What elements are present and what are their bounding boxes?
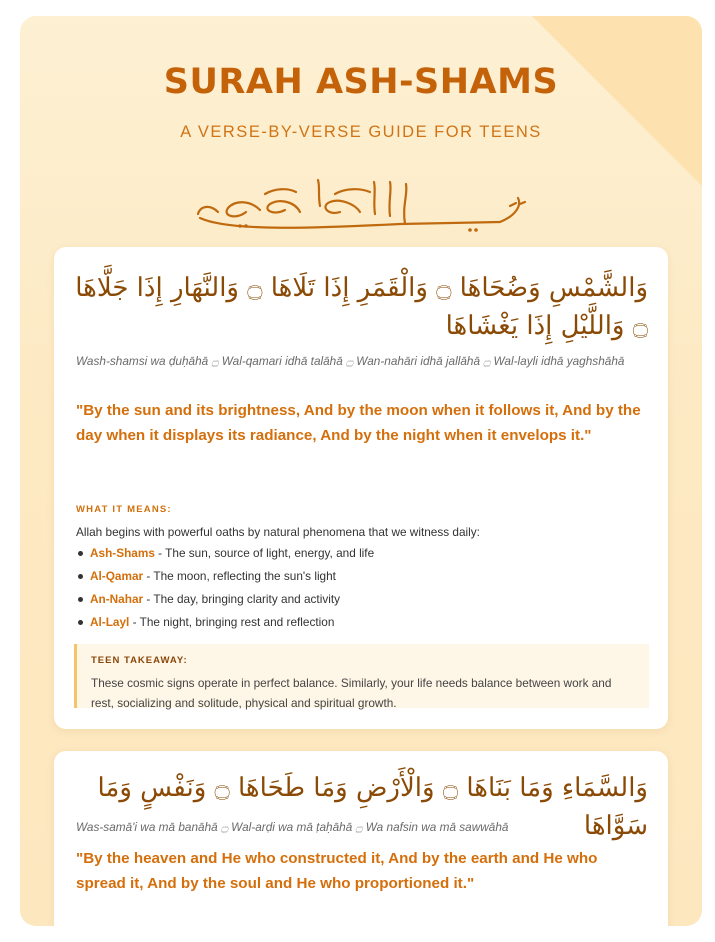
bullet-icon [78, 551, 83, 556]
verse-2-arabic: وَالسَّمَاءِ وَمَا بَنَاهَا ۝ وَالْأَرْضِ وَمَا طَحَاهَا ۝ وَنَفْسٍ وَمَا سَوَّاهَا [97, 773, 648, 841]
list-item [76, 544, 374, 567]
takeaway-label: TEEN TAKEAWAY: [91, 655, 188, 666]
list-item [76, 590, 374, 613]
list-item [76, 567, 374, 590]
verse-card-2 [54, 751, 668, 926]
term-label: An-Nahar [90, 592, 144, 606]
verse-1-arabic: وَالشَّمْسِ وَضُحَاهَا ۝ وَالْقَمَرِ إِذَا تَلَاهَا ۝ وَالنَّهَارِ إِذَا جَلَّاهَا ۝ وَاللَّيْلِ إِذَا يَغْشَاهَا [75, 273, 648, 341]
term-description: - The night, bringing rest and reflection [129, 615, 335, 629]
term-description: - The moon, reflecting the sun's light [143, 569, 336, 583]
guide-sheet [20, 16, 702, 926]
bullet-icon [78, 574, 83, 579]
meaning-list [76, 544, 374, 636]
term-label: Ash-Shams [90, 546, 155, 560]
verse-1-transliteration: Wash-shamsi wa ḍuḥāhā ۝ Wal-qamari idhā talāhā ۝ Wan-nahāri idhā jallāhā ۝ Wal-layli idhā yaghshāhā [76, 354, 625, 368]
list-item [76, 613, 374, 636]
meaning-label: WHAT IT MEANS: [76, 504, 172, 515]
verse-2-translation: "By the heaven and He who constructed it, And by the earth and He who spread it, And by the soul and He who proportioned it." [76, 850, 598, 892]
basmala-calligraphy [170, 176, 550, 236]
term-label: Al-Qamar [90, 569, 144, 583]
verse-2-transliteration: Was-samā'i wa mā banāhā ۝ Wal-arḍi wa mā ṭaḥāhā ۝ Wa nafsin wa mā sawwāhā [76, 820, 509, 834]
page-title: SURAH ASH-SHAMS [163, 62, 559, 102]
verse-card-1 [54, 247, 668, 729]
teen-takeaway-box [74, 644, 649, 708]
verse-1-translation: "By the sun and its brightness, And by the moon when it follows it, And by the day when it displays its radiance, And by the night when it envelops it." [76, 402, 641, 444]
meaning-intro: Allah begins with powerful oaths by natural phenomena that we witness daily: [76, 525, 480, 539]
term-description: - The day, bringing clarity and activity [143, 592, 341, 606]
takeaway-text: These cosmic signs operate in perfect balance. Similarly, your life needs balance between work and rest, socializing and solitude, physical and spiritual growth. [91, 676, 612, 710]
bullet-icon [78, 620, 83, 625]
term-label: Al-Layl [90, 615, 130, 629]
page-subtitle: A VERSE-BY-VERSE GUIDE FOR TEENS [180, 123, 542, 141]
bullet-icon [78, 597, 83, 602]
term-description: - The sun, source of light, energy, and life [154, 546, 375, 560]
